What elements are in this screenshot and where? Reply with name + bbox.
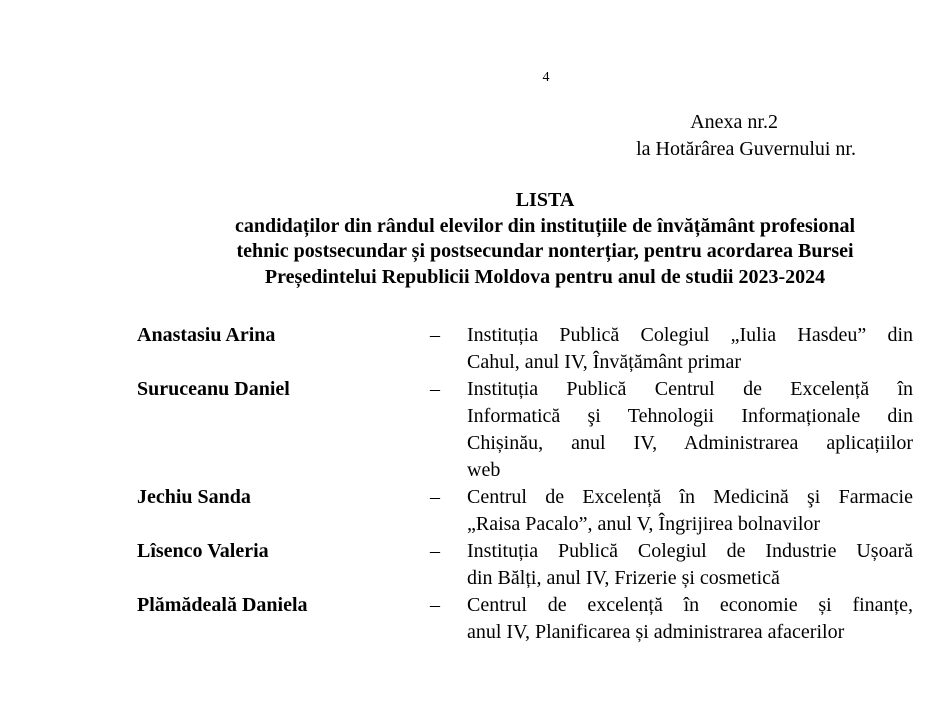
title-line: Președintelui Republicii Moldova pentru anul de studii 2023-2024 <box>264 265 826 288</box>
institution-line: Centrul de excelență în economie și finanțe, <box>467 594 913 616</box>
page-number: 4 <box>542 70 550 85</box>
document-title <box>100 188 951 290</box>
institution-line: Chișinău, anul IV, Administrarea aplicațiilor <box>467 432 913 454</box>
candidate-row <box>137 592 913 646</box>
institution-line: Centrul de Excelență în Medicină şi Farmacie <box>467 486 913 508</box>
candidate-name: Lîsenco Valeria <box>137 540 269 562</box>
candidate-row <box>137 322 913 376</box>
title-line: candidaților din rândul elevilor din instituțiile de învățământ profesional <box>234 214 856 237</box>
annex-reference <box>636 109 856 163</box>
institution-line: Instituția Publică Colegiul „Iulia Hasdeu” din <box>467 324 913 346</box>
separator-dash: – <box>430 540 440 562</box>
candidate-row <box>137 538 913 592</box>
candidate-row <box>137 484 913 538</box>
candidate-institution <box>467 538 913 592</box>
title-line: tehnic postsecundar și postsecundar nonterțiar, pentru acordarea Bursei <box>236 240 854 262</box>
candidate-row <box>137 376 913 484</box>
institution-line: Instituția Publică Centrul de Excelență în <box>467 378 913 400</box>
annex-decision-ref: la Hotărârea Guvernului nr. <box>636 138 856 160</box>
institution-line: „Raisa Pacalo”, anul V, Îngrijirea bolnavilor <box>467 513 821 535</box>
title-heading: LISTA <box>515 189 575 211</box>
candidate-name: Suruceanu Daniel <box>137 378 290 400</box>
institution-line: Instituția Publică Colegiul de Industrie Ușoară <box>467 540 913 562</box>
separator-dash: – <box>430 378 440 400</box>
candidate-institution <box>467 592 913 646</box>
separator-dash: – <box>430 486 440 508</box>
institution-line: Cahul, anul IV, Învățământ primar <box>467 351 742 373</box>
separator-dash: – <box>430 594 440 616</box>
candidate-name: Jechiu Sanda <box>137 486 251 508</box>
candidate-name: Plămădeală Daniela <box>137 594 308 616</box>
candidate-institution <box>467 376 913 484</box>
institution-line: anul IV, Planificarea și administrarea afacerilor <box>467 621 845 643</box>
candidate-institution <box>467 322 913 376</box>
institution-line: din Bălți, anul IV, Frizerie și cosmetică <box>467 567 780 589</box>
institution-line: Informatică şi Tehnologii Informaționale din <box>467 405 913 427</box>
separator-dash: – <box>430 324 440 346</box>
candidate-list <box>137 322 913 646</box>
candidate-name: Anastasiu Arina <box>137 324 276 346</box>
candidate-institution <box>467 484 913 538</box>
annex-number: Anexa nr.2 <box>690 111 778 133</box>
institution-line: web <box>467 459 501 481</box>
